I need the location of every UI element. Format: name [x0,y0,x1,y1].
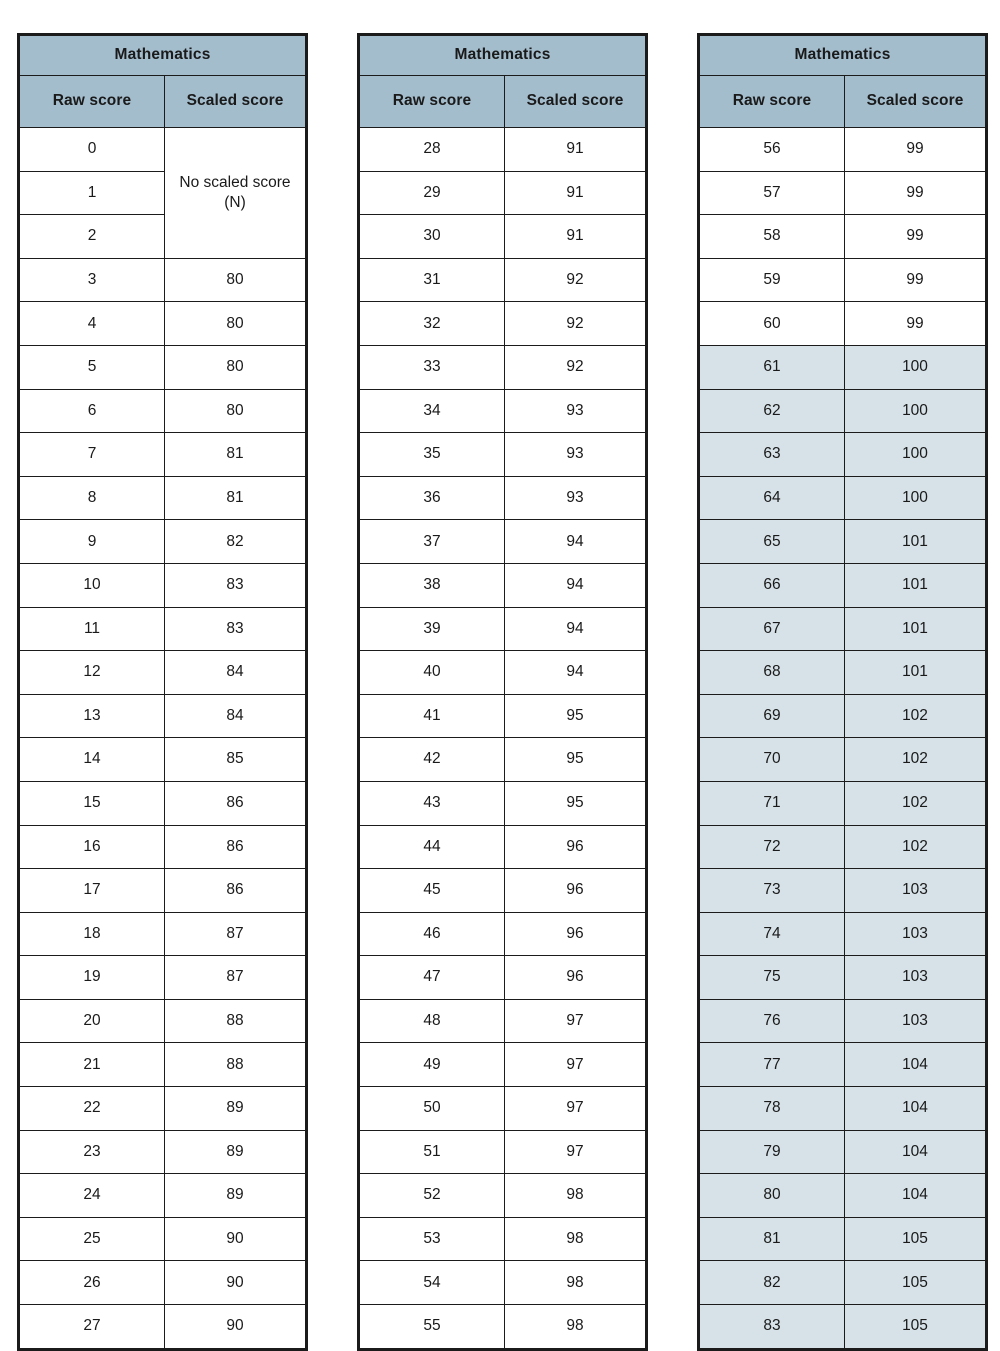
raw-score-cell: 6 [19,389,165,433]
raw-score-cell: 5 [19,345,165,389]
table-row [19,825,307,869]
table-row [359,781,647,825]
scaled-score-cell: 105 [845,1305,987,1350]
table-row [699,1174,987,1218]
raw-score-cell: 32 [359,302,505,346]
scaled-score-cell: 96 [505,825,647,869]
raw-score-cell: 9 [19,520,165,564]
table-row [359,1217,647,1261]
scaled-score-cell: 82 [165,520,307,564]
column-header-row [699,76,987,128]
raw-score-cell: 81 [699,1217,845,1261]
table-row [359,956,647,1000]
raw-score-cell: 70 [699,738,845,782]
column-header-scaled-score: Scaled score [845,76,987,128]
table-row [359,1174,647,1218]
raw-score-cell: 52 [359,1174,505,1218]
scaled-score-cell: 103 [845,869,987,913]
raw-score-cell: 67 [699,607,845,651]
raw-score-cell: 42 [359,738,505,782]
table-row [359,563,647,607]
scaled-score-cell: 105 [845,1217,987,1261]
scaled-score-cell: 93 [505,433,647,477]
subject-header-row [19,35,307,76]
table-row [359,520,647,564]
scaled-score-cell: 90 [165,1305,307,1350]
table-row [19,1261,307,1305]
raw-score-cell: 75 [699,956,845,1000]
scaled-score-cell: 97 [505,999,647,1043]
scaled-score-cell: 94 [505,607,647,651]
subject-header-row [359,35,647,76]
table-row [359,215,647,259]
table-row [699,389,987,433]
scaled-score-cell: 81 [165,476,307,520]
table-row [19,912,307,956]
raw-score-cell: 22 [19,1087,165,1131]
table-row [19,781,307,825]
table-row [19,694,307,738]
table-row [699,781,987,825]
table-row [699,1130,987,1174]
table-row [359,651,647,695]
raw-score-cell: 4 [19,302,165,346]
table-row [699,433,987,477]
scaled-score-cell: 100 [845,345,987,389]
raw-score-cell: 40 [359,651,505,695]
raw-score-cell: 78 [699,1087,845,1131]
table-row [699,1217,987,1261]
table-row [19,869,307,913]
raw-score-cell: 38 [359,563,505,607]
scaled-score-cell: 99 [845,128,987,172]
raw-score-cell: 46 [359,912,505,956]
raw-score-cell: 30 [359,215,505,259]
scaled-score-cell: 102 [845,738,987,782]
raw-score-cell: 48 [359,999,505,1043]
raw-score-cell: 80 [699,1174,845,1218]
raw-score-cell: 79 [699,1130,845,1174]
subject-title: Mathematics [19,35,307,76]
scaled-score-cell: 89 [165,1130,307,1174]
raw-score-cell: 50 [359,1087,505,1131]
scaled-score-cell: 103 [845,999,987,1043]
raw-score-cell: 17 [19,869,165,913]
table-row [19,956,307,1000]
scaled-score-cell: 84 [165,651,307,695]
scaled-score-cell: 86 [165,869,307,913]
raw-score-cell: 65 [699,520,845,564]
raw-score-cell: 55 [359,1305,505,1350]
scaled-score-cell: 92 [505,258,647,302]
raw-score-cell: 7 [19,433,165,477]
raw-score-cell: 14 [19,738,165,782]
raw-score-cell: 15 [19,781,165,825]
column-header-raw-score: Raw score [19,76,165,128]
raw-score-cell: 47 [359,956,505,1000]
table-row [359,1305,647,1350]
table-row [359,258,647,302]
raw-score-cell: 3 [19,258,165,302]
scaled-score-cell: 95 [505,694,647,738]
table-row [699,1087,987,1131]
scaled-score-cell: 87 [165,956,307,1000]
raw-score-cell: 37 [359,520,505,564]
scaled-score-cell: 103 [845,956,987,1000]
scaled-score-cell: 103 [845,912,987,956]
raw-score-cell: 16 [19,825,165,869]
table-row [19,607,307,651]
table-row [19,433,307,477]
table-row [19,258,307,302]
table-row [699,476,987,520]
raw-score-cell: 1 [19,171,165,215]
table-row [699,345,987,389]
table-row [19,345,307,389]
column-header-scaled-score: Scaled score [505,76,647,128]
scaled-score-cell: 80 [165,389,307,433]
scaled-score-cell: 90 [165,1217,307,1261]
raw-score-cell: 51 [359,1130,505,1174]
raw-score-cell: 56 [699,128,845,172]
scaled-score-cell: 104 [845,1174,987,1218]
column-header-raw-score: Raw score [699,76,845,128]
table-row [19,651,307,695]
scaled-score-cell: 102 [845,825,987,869]
table-row [699,694,987,738]
raw-score-cell: 64 [699,476,845,520]
scaled-score-cell: 104 [845,1130,987,1174]
table-row [19,1087,307,1131]
raw-score-cell: 8 [19,476,165,520]
scaled-score-cell: 80 [165,345,307,389]
raw-score-cell: 11 [19,607,165,651]
scaled-score-cell: 92 [505,302,647,346]
table-row [699,956,987,1000]
table-row [699,520,987,564]
raw-score-cell: 62 [699,389,845,433]
scaled-score-cell: 86 [165,781,307,825]
scaled-score-cell: 102 [845,781,987,825]
scaled-score-cell: 95 [505,738,647,782]
subject-title: Mathematics [359,35,647,76]
scaled-score-cell: 96 [505,869,647,913]
raw-score-cell: 18 [19,912,165,956]
scaled-score-cell: 97 [505,1130,647,1174]
scaled-score-cell: 99 [845,258,987,302]
scaled-score-cell: 96 [505,956,647,1000]
scaled-score-cell: 97 [505,1043,647,1087]
table-row [359,1130,647,1174]
raw-score-cell: 12 [19,651,165,695]
raw-score-cell: 71 [699,781,845,825]
raw-score-cell: 76 [699,999,845,1043]
table-row [699,258,987,302]
table-row [699,1043,987,1087]
table-row [699,912,987,956]
table-row [699,215,987,259]
raw-score-cell: 82 [699,1261,845,1305]
scaled-score-cell: 100 [845,433,987,477]
table-row [359,912,647,956]
raw-score-cell: 27 [19,1305,165,1350]
raw-score-cell: 28 [359,128,505,172]
column-header-row [359,76,647,128]
raw-score-cell: 0 [19,128,165,172]
table-row [359,128,647,172]
scaled-score-cell: 91 [505,128,647,172]
raw-score-cell: 59 [699,258,845,302]
raw-score-cell: 31 [359,258,505,302]
raw-score-cell: 58 [699,215,845,259]
raw-score-cell: 66 [699,563,845,607]
scaled-score-cell: 98 [505,1174,647,1218]
table-row [19,738,307,782]
scaled-score-cell: 101 [845,563,987,607]
raw-score-cell: 23 [19,1130,165,1174]
table-row [699,607,987,651]
table-row [699,128,987,172]
table-row [19,1217,307,1261]
scaled-score-cell: 83 [165,607,307,651]
table-row [699,651,987,695]
scaled-score-cell: 98 [505,1305,647,1350]
table-row [19,1305,307,1350]
scaled-score-cell: 99 [845,215,987,259]
table-row [19,389,307,433]
table-row [359,345,647,389]
scaled-score-cell: 101 [845,520,987,564]
raw-score-cell: 26 [19,1261,165,1305]
scaled-score-cell: 80 [165,302,307,346]
scaled-score-cell: 89 [165,1174,307,1218]
scaled-score-cell: 93 [505,389,647,433]
raw-score-cell: 19 [19,956,165,1000]
table-row [19,563,307,607]
table-row [359,433,647,477]
table-row [699,171,987,215]
scaled-score-cell: 92 [505,345,647,389]
scaled-score-cell: 99 [845,171,987,215]
score-conversion-table [17,33,308,1351]
table-row [359,171,647,215]
scaled-score-cell: 101 [845,651,987,695]
raw-score-cell: 33 [359,345,505,389]
table-row [359,302,647,346]
column-header-raw-score: Raw score [359,76,505,128]
scaled-score-cell: 81 [165,433,307,477]
raw-score-cell: 44 [359,825,505,869]
table-row [359,1087,647,1131]
table-row [19,302,307,346]
score-conversion-table [697,33,988,1351]
scaled-score-cell: 105 [845,1261,987,1305]
score-conversion-table [357,33,648,1351]
raw-score-cell: 24 [19,1174,165,1218]
raw-score-cell: 68 [699,651,845,695]
scaled-score-cell: 80 [165,258,307,302]
raw-score-cell: 57 [699,171,845,215]
table-row [359,999,647,1043]
raw-score-cell: 41 [359,694,505,738]
scaled-score-cell: 91 [505,171,647,215]
raw-score-cell: 69 [699,694,845,738]
raw-score-cell: 34 [359,389,505,433]
scaled-score-cell: 104 [845,1043,987,1087]
scaled-score-cell: 89 [165,1087,307,1131]
scaled-score-cell: 98 [505,1217,647,1261]
table-row [359,389,647,433]
table-row [699,563,987,607]
raw-score-cell: 36 [359,476,505,520]
scaled-score-cell: 104 [845,1087,987,1131]
raw-score-cell: 49 [359,1043,505,1087]
scaled-score-cell: 101 [845,607,987,651]
table-row [699,738,987,782]
table-row [699,825,987,869]
column-header-row [19,76,307,128]
scaled-score-cell: 99 [845,302,987,346]
table-row [359,1043,647,1087]
table-row [359,738,647,782]
tables-row [0,33,1000,1351]
table-row [19,128,307,172]
raw-score-cell: 83 [699,1305,845,1350]
scaled-score-cell: 88 [165,1043,307,1087]
table-row [19,476,307,520]
scaled-score-cell: 93 [505,476,647,520]
scaled-score-cell: 100 [845,476,987,520]
raw-score-cell: 63 [699,433,845,477]
raw-score-cell: 73 [699,869,845,913]
subject-title: Mathematics [699,35,987,76]
raw-score-cell: 60 [699,302,845,346]
scaled-score-cell: 94 [505,563,647,607]
raw-score-cell: 72 [699,825,845,869]
raw-score-cell: 20 [19,999,165,1043]
table-row [699,302,987,346]
scaled-score-cell: 87 [165,912,307,956]
raw-score-cell: 10 [19,563,165,607]
table-row [699,999,987,1043]
raw-score-cell: 35 [359,433,505,477]
raw-score-cell: 25 [19,1217,165,1261]
raw-score-cell: 13 [19,694,165,738]
table-row [359,607,647,651]
scaled-score-cell: 97 [505,1087,647,1131]
scaled-score-cell: 84 [165,694,307,738]
raw-score-cell: 53 [359,1217,505,1261]
table-row [19,1130,307,1174]
scaled-score-cell: 94 [505,520,647,564]
scaled-score-cell: 96 [505,912,647,956]
table-row [699,869,987,913]
raw-score-cell: 45 [359,869,505,913]
table-row [359,694,647,738]
raw-score-cell: 77 [699,1043,845,1087]
no-scaled-score-cell: No scaled score (N) [165,128,307,259]
table-row [359,1261,647,1305]
scaled-score-cell: 83 [165,563,307,607]
table-row [359,825,647,869]
table-row [359,476,647,520]
table-row [19,1043,307,1087]
raw-score-cell: 61 [699,345,845,389]
scaled-score-cell: 85 [165,738,307,782]
table-row [699,1305,987,1350]
raw-score-cell: 43 [359,781,505,825]
subject-header-row [699,35,987,76]
scaled-score-cell: 94 [505,651,647,695]
raw-score-cell: 39 [359,607,505,651]
scaled-score-cell: 95 [505,781,647,825]
raw-score-cell: 54 [359,1261,505,1305]
scaled-score-cell: 102 [845,694,987,738]
scaled-score-cell: 88 [165,999,307,1043]
column-header-scaled-score: Scaled score [165,76,307,128]
table-row [19,999,307,1043]
raw-score-cell: 21 [19,1043,165,1087]
table-row [359,869,647,913]
scaled-score-cell: 98 [505,1261,647,1305]
table-row [19,1174,307,1218]
scaled-score-cell: 86 [165,825,307,869]
scaled-score-cell: 91 [505,215,647,259]
raw-score-cell: 2 [19,215,165,259]
scaled-score-cell: 100 [845,389,987,433]
scaled-score-cell: 90 [165,1261,307,1305]
raw-score-cell: 74 [699,912,845,956]
table-row [699,1261,987,1305]
table-row [19,520,307,564]
raw-score-cell: 29 [359,171,505,215]
